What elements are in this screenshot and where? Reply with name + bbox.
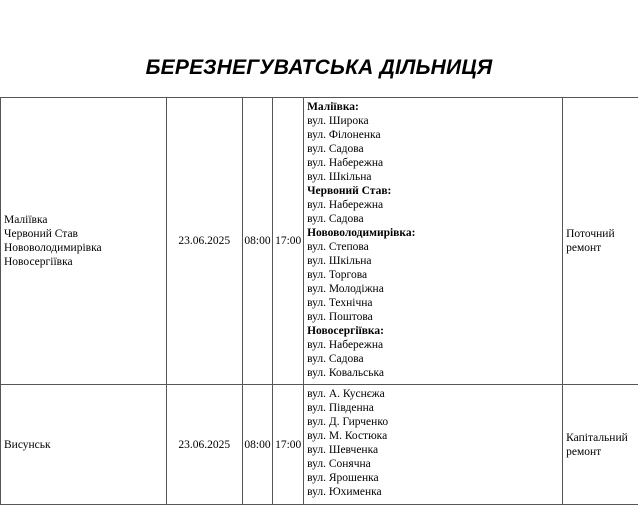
location-name: Червоний Став [4,227,163,241]
street-item: вул. Молодіжна [307,282,559,296]
page-title: БЕРЕЗНЕГУВАТСЬКА ДІЛЬНИЦЯ [0,56,638,80]
work-type-cell: Поточний ремонт [563,98,638,385]
street-item: вул. Садова [307,212,559,226]
street-item: вул. Південна [307,401,559,415]
street-item: вул. Набережна [307,156,559,170]
date-cell: 23.06.2025 [166,98,242,385]
location-name: Висунськ [4,438,163,452]
street-group-heading: Нововолодимирівка: [307,226,559,240]
street-group-heading: Новосергіївка: [307,324,559,338]
street-item: вул. Сонячна [307,457,559,471]
locations-cell [1,385,167,505]
street-item: вул. А. Куснєжа [307,387,559,401]
start-time-cell: 08:00 [242,385,273,505]
street-item: вул. Торгова [307,268,559,282]
street-group-heading: Червоний Став: [307,184,559,198]
location-name: Новосергіївка [4,255,163,269]
street-item: вул. Ковальська [307,366,559,380]
street-item: вул. Садова [307,142,559,156]
street-item: вул. Степова [307,240,559,254]
street-item: вул. Юхименка [307,485,559,499]
streets-cell [304,385,563,505]
street-item: вул. Технічна [307,296,559,310]
table-row [1,385,638,505]
street-item: вул. Набережна [307,198,559,212]
street-item: вул. Широка [307,114,559,128]
street-item: вул. М. Костюка [307,429,559,443]
street-item: вул. Шкільна [307,170,559,184]
street-item: вул. Ярошенка [307,471,559,485]
locations-cell [1,98,167,385]
work-type-cell: Капітальний ремонт [563,385,638,505]
end-time-cell: 17:00 [273,98,304,385]
street-item: вул. Шкільна [307,254,559,268]
table-row [1,98,638,385]
street-item: вул. Шевченка [307,443,559,457]
location-name: Маліївка [4,213,163,227]
street-item: вул. Садова [307,352,559,366]
location-name: Нововолодимирівка [4,241,163,255]
street-group-heading: Маліївка: [307,100,559,114]
street-item: вул. Д. Гирченко [307,415,559,429]
street-item: вул. Набережна [307,338,559,352]
end-time-cell: 17:00 [273,385,304,505]
streets-cell [304,98,563,385]
street-item: вул. Філоненка [307,128,559,142]
outage-table [0,97,638,505]
start-time-cell: 08:00 [242,98,273,385]
street-item: вул. Поштова [307,310,559,324]
date-cell: 23.06.2025 [166,385,242,505]
